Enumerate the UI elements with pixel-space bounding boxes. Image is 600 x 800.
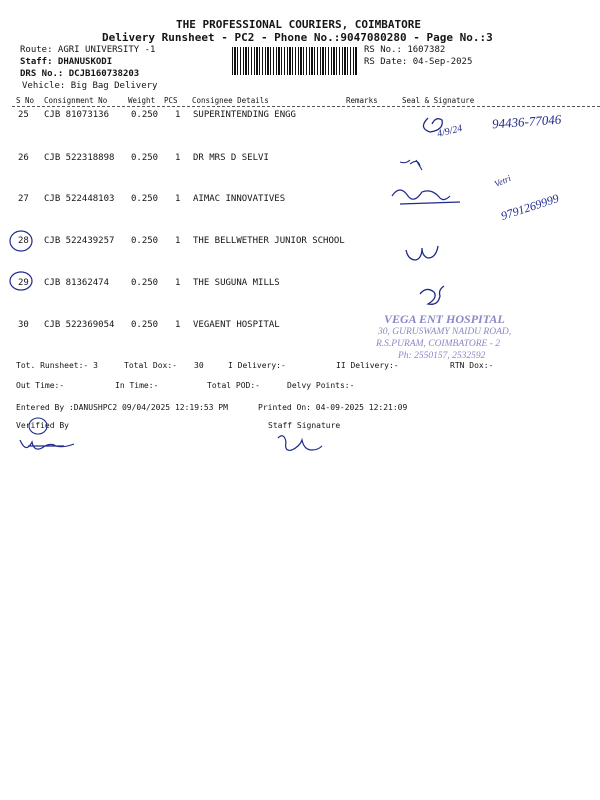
total-dox-value: 30 bbox=[194, 361, 204, 370]
verified-by-label: Verified By bbox=[16, 421, 69, 430]
signature-row27 bbox=[392, 190, 460, 204]
handwritten-phone-r3: 9791269999 bbox=[499, 191, 561, 223]
col-pcs: PCS bbox=[164, 96, 178, 105]
handwritten-phone-r1: 94436-77046 bbox=[491, 111, 562, 132]
staff-signature-label: Staff Signature bbox=[268, 421, 341, 430]
row-consignment: CJB 81362474 bbox=[44, 278, 110, 288]
row-weight: 0.250 bbox=[131, 110, 159, 120]
stamp-line2: 30, GURUSWAMY NAIDU ROAD, bbox=[378, 327, 512, 337]
rs-number: RS No.: 1607382 bbox=[364, 45, 446, 55]
row-sno: 26 bbox=[18, 153, 29, 163]
row-consignee: THE BELLWETHER JUNIOR SCHOOL bbox=[193, 236, 345, 246]
row-sno: 27 bbox=[18, 194, 29, 204]
company-title: THE PROFESSIONAL COURIERS, COIMBATORE bbox=[176, 18, 422, 31]
total-dox-label: Total Dox:- bbox=[124, 361, 177, 370]
row-consignment: CJB 522318898 bbox=[44, 153, 115, 163]
row-pcs: 1 bbox=[175, 153, 181, 163]
rtn-dox: RTN Dox:- bbox=[450, 361, 494, 370]
row-consignment: CJB 522369054 bbox=[44, 320, 115, 330]
signature-row28 bbox=[406, 246, 438, 260]
col-seal-signature: Seal & Signature bbox=[402, 96, 475, 105]
out-time: Out Time:- bbox=[16, 381, 65, 390]
entered-by: Entered By :DANUSHPC2 09/04/2025 12:19:53 PM bbox=[16, 403, 228, 412]
handwritten-mark-r3: Vetri bbox=[492, 172, 513, 190]
row-pcs: 1 bbox=[175, 320, 181, 330]
drs-label: DRS No.: DCJB160738203 bbox=[20, 69, 140, 79]
row-weight: 0.250 bbox=[131, 153, 159, 163]
stamp-line3: R.S.PURAM, COIMBATORE - 2 bbox=[376, 339, 501, 349]
row-consignee: THE SUGUNA MILLS bbox=[193, 278, 280, 288]
row-sno: 30 bbox=[18, 320, 29, 330]
row-pcs: 1 bbox=[175, 194, 181, 204]
in-time: In Time:- bbox=[115, 381, 159, 390]
row-pcs: 1 bbox=[175, 110, 181, 120]
col-weight: Weight bbox=[128, 96, 156, 105]
circle-mark-28 bbox=[10, 231, 32, 251]
row-consignee: SUPERINTENDING ENGG bbox=[193, 110, 296, 120]
col-consignee: Consignee Details bbox=[192, 96, 269, 105]
col-remarks: Remarks bbox=[346, 96, 378, 105]
row-consignment: CJB 522448103 bbox=[44, 194, 115, 204]
handwritten-mark-r1: 4/9/24 bbox=[436, 123, 464, 140]
tot-runsheet: Tot. Runsheet:- 3 bbox=[16, 361, 98, 370]
runsheet-subtitle: Delivery Runsheet - PC2 - Phone No.:9047080280 - Page No.:3 bbox=[102, 31, 493, 44]
row-consignee: DR MRS D SELVI bbox=[193, 153, 269, 163]
i-delivery: I Delivery:- bbox=[228, 361, 286, 370]
staff-signature bbox=[274, 430, 334, 458]
row-sno: 28 bbox=[18, 236, 29, 246]
barcode-image bbox=[232, 47, 358, 75]
rs-date: RS Date: 04-Sep-2025 bbox=[364, 57, 473, 67]
printed-on: Printed On: 04-09-2025 12:21:09 bbox=[258, 403, 408, 412]
circle-mark-29 bbox=[10, 272, 32, 290]
row-consignee: AIMAC INNOVATIVES bbox=[193, 194, 286, 204]
row-weight: 0.250 bbox=[131, 320, 159, 330]
row-weight: 0.250 bbox=[131, 278, 159, 288]
route-label: Route: AGRI UNIVERSITY -1 bbox=[20, 45, 156, 55]
stamp-line1: VEGA ENT HOSPITAL bbox=[384, 312, 505, 326]
stamp-line4: Ph: 2550157, 2532592 bbox=[398, 351, 486, 361]
circle-marks bbox=[8, 228, 36, 294]
row-sno: 25 bbox=[18, 110, 29, 120]
row-weight: 0.250 bbox=[131, 194, 159, 204]
row-sno: 29 bbox=[18, 278, 29, 288]
delvy-points: Delvy Points:- bbox=[287, 381, 355, 390]
verified-signature bbox=[10, 414, 80, 458]
total-pod: Total POD:- bbox=[207, 381, 260, 390]
staff-label: Staff: DHANUSKODI bbox=[20, 57, 113, 67]
signature-row26 bbox=[400, 160, 422, 170]
signature-row29 bbox=[420, 286, 444, 304]
row-pcs: 1 bbox=[175, 278, 181, 288]
row-pcs: 1 bbox=[175, 236, 181, 246]
row-weight: 0.250 bbox=[131, 236, 159, 246]
col-sno: S No bbox=[16, 96, 35, 105]
ii-delivery: II Delivery:- bbox=[336, 361, 399, 370]
row-consignment: CJB 81073136 bbox=[44, 110, 110, 120]
row-consignment: CJB 522439257 bbox=[44, 236, 115, 246]
vehicle-label: Vehicle: Big Bag Delivery bbox=[22, 81, 158, 91]
row-consignee: VEGAENT HOSPITAL bbox=[193, 320, 280, 330]
col-consignment: Consignment No bbox=[44, 96, 108, 105]
signature-marks bbox=[370, 104, 598, 314]
